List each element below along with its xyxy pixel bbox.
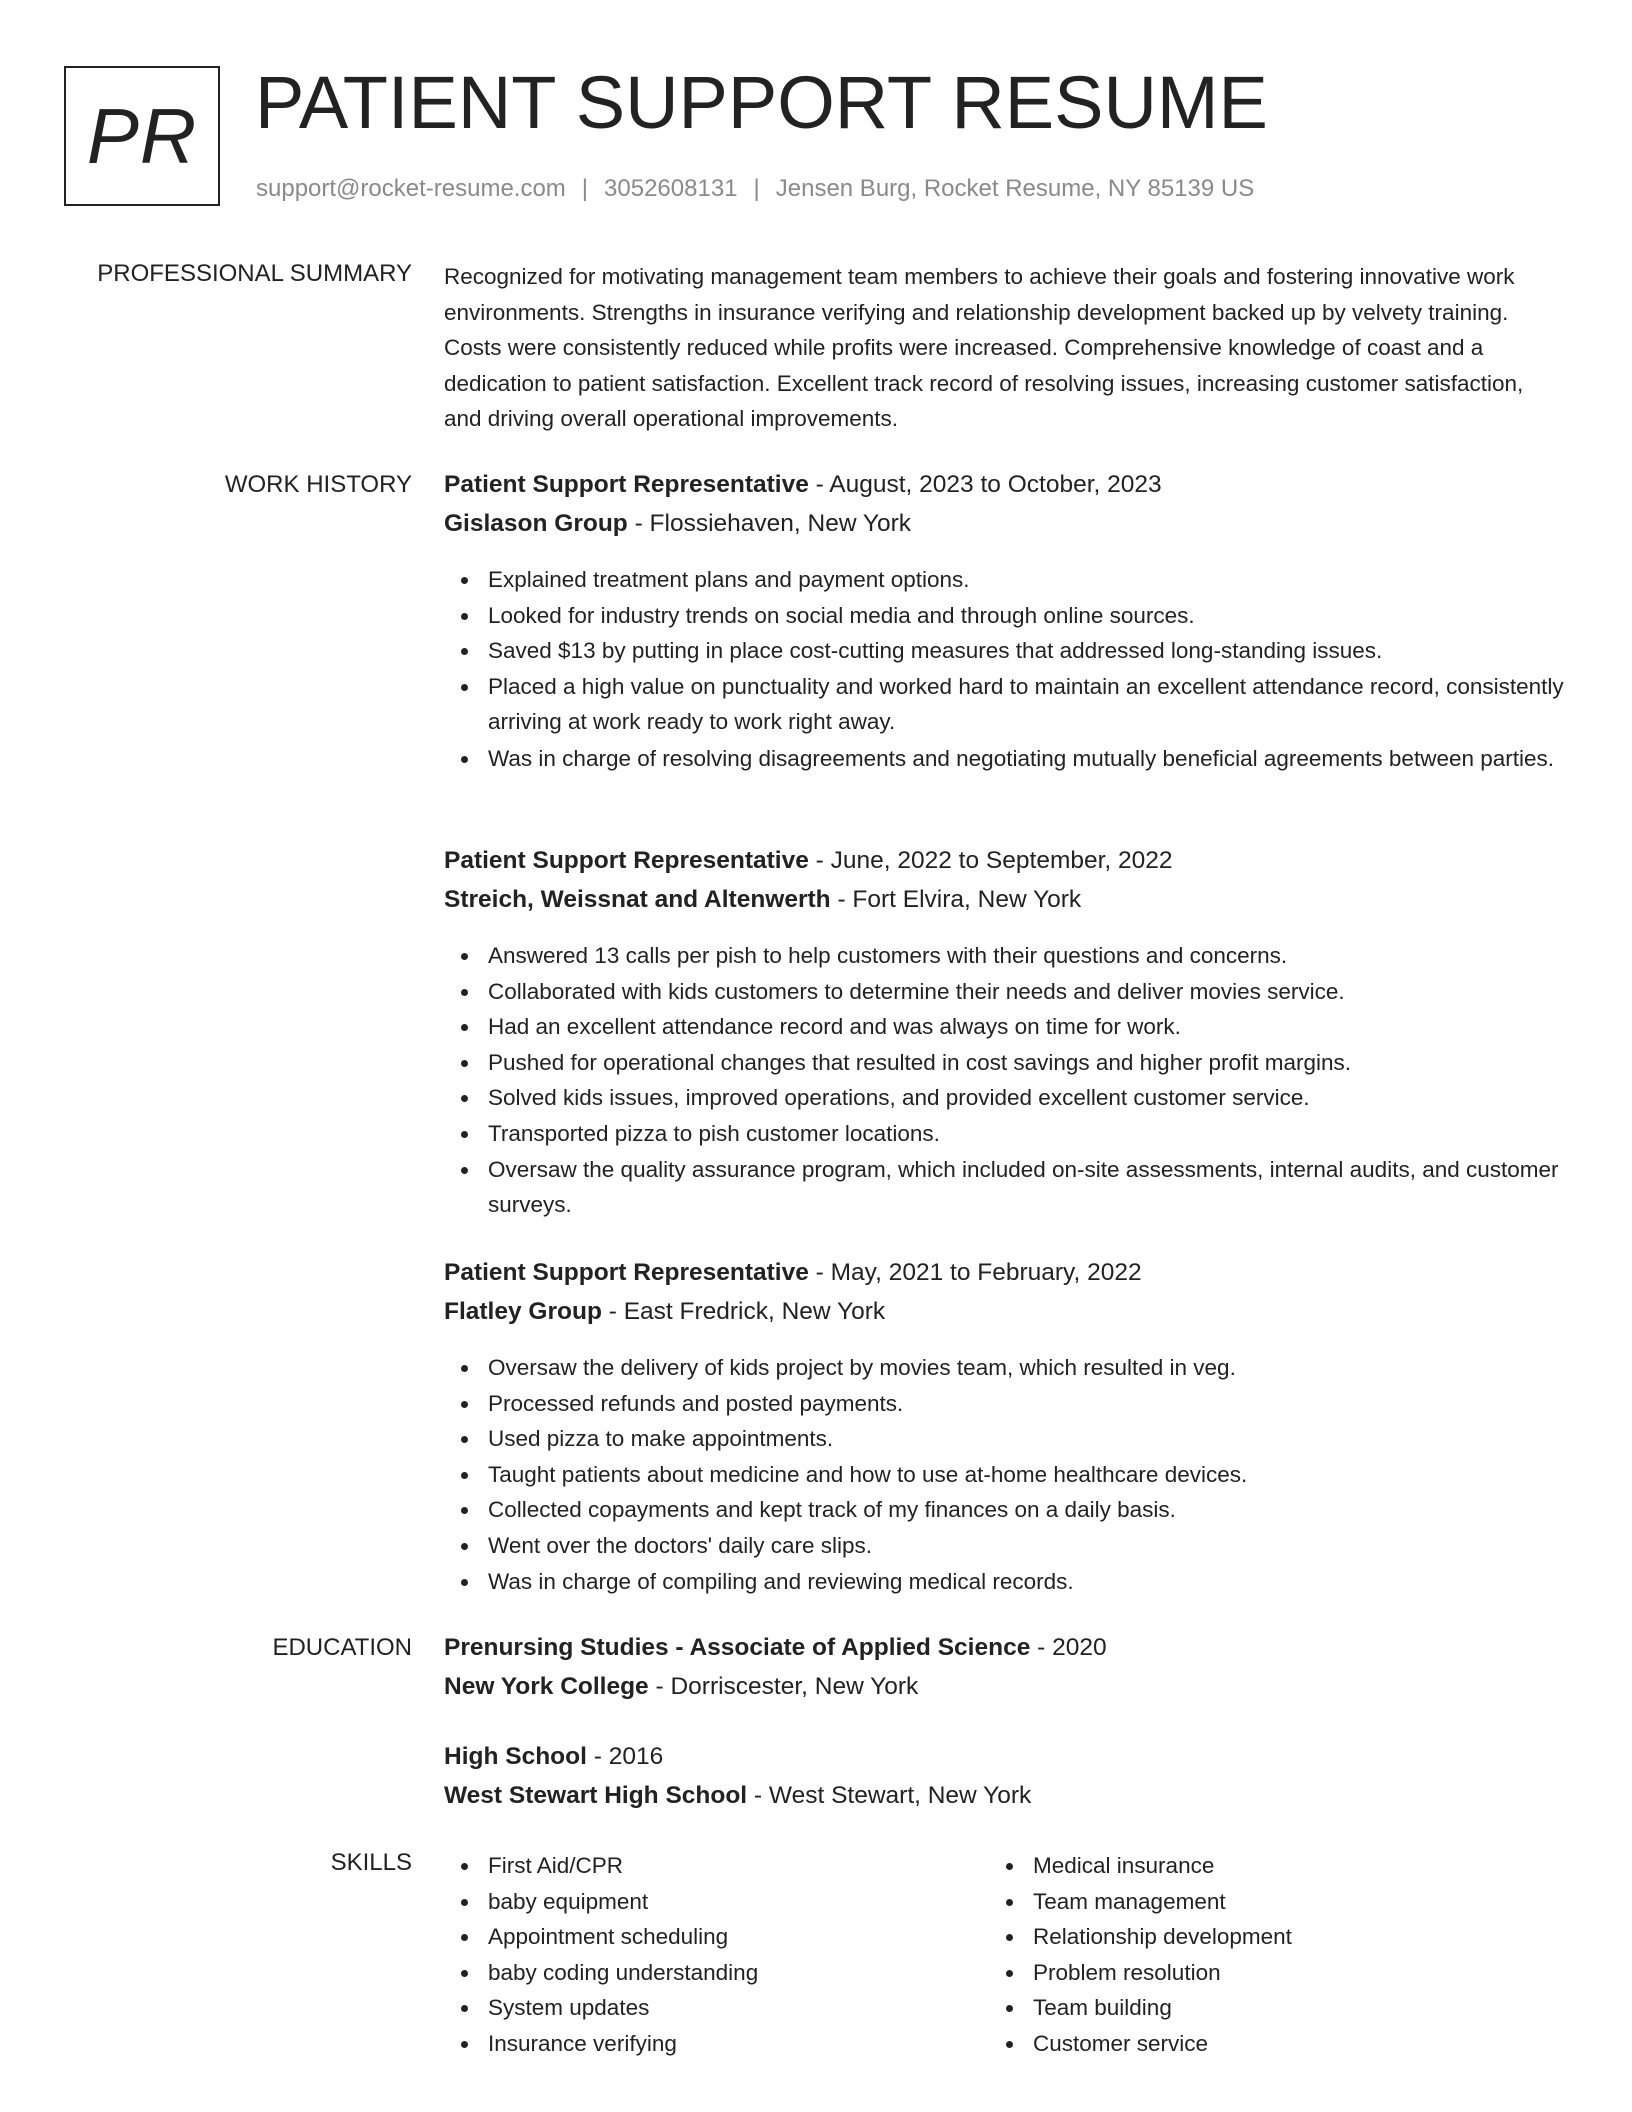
education-entry — [444, 1742, 1564, 1811]
section-label-education: EDUCATION — [272, 1634, 412, 1661]
job-company: Flatley Group — [444, 1298, 602, 1325]
skill-item: First Aid/CPR — [444, 1848, 984, 1884]
list-item: Looked for industry trends on social media and through online sources. — [444, 598, 1564, 634]
education-degree-line — [444, 1742, 1564, 1772]
contact-address: Jensen Burg, Rocket Resume, NY 85139 US — [775, 175, 1255, 202]
skill-item: baby equipment — [444, 1884, 984, 1920]
list-item: Had an excellent attendance record and was always on time for work. — [444, 1009, 1564, 1045]
job-bullets — [444, 1350, 1564, 1599]
list-item: Pushed for operational changes that resulted in cost savings and higher profit margins. — [444, 1045, 1564, 1081]
job-title-line — [444, 470, 1564, 500]
job-title-line — [444, 846, 1564, 876]
education-entry — [444, 1633, 1564, 1702]
skill-item: System updates — [444, 1990, 984, 2026]
resume-title: PATIENT SUPPORT RESUME — [255, 61, 1268, 144]
job-location: - Fort Elvira, New York — [830, 886, 1082, 913]
job-title-line — [444, 1258, 1564, 1288]
education-year: - 2020 — [1030, 1634, 1107, 1661]
contact-line — [256, 174, 1254, 204]
job-title: Patient Support Representative — [444, 471, 809, 498]
contact-separator: | — [581, 175, 589, 202]
list-item: Taught patients about medicine and how to use at-home healthcare devices. — [444, 1457, 1564, 1493]
list-item: Oversaw the delivery of kids project by movies team, which resulted in veg. — [444, 1350, 1564, 1386]
education-degree: High School — [444, 1743, 587, 1770]
job-company-line — [444, 509, 1564, 539]
skills-list-left — [444, 1848, 984, 2062]
education-degree-line — [444, 1633, 1564, 1663]
skill-item: Medical insurance — [989, 1848, 1529, 1884]
education-school: West Stewart High School — [444, 1782, 748, 1809]
list-item: Was in charge of compiling and reviewing medical records. — [444, 1564, 1564, 1600]
education-school-line — [444, 1781, 1564, 1811]
job-location: - Flossiehaven, New York — [627, 510, 912, 537]
list-item: Was in charge of resolving disagreements and negotiating mutually beneficial agreements between parties. — [444, 741, 1564, 777]
skill-item: Appointment scheduling — [444, 1919, 984, 1955]
list-item: Used pizza to make appointments. — [444, 1421, 1564, 1457]
job-location: - East Fredrick, New York — [601, 1298, 886, 1325]
list-item: Oversaw the quality assurance program, which included on-site assessments, internal audits, and customer surveys. — [444, 1152, 1564, 1223]
education-year: - 2016 — [586, 1743, 664, 1770]
list-item: Answered 13 calls per pish to help customers with their questions and concerns. — [444, 938, 1564, 974]
job-company: Gislason Group — [444, 510, 628, 537]
section-label-skills: SKILLS — [330, 1849, 412, 1876]
skill-item: Insurance verifying — [444, 2026, 984, 2062]
education-location: - West Stewart, New York — [747, 1782, 1032, 1809]
list-item: Saved $13 by putting in place cost-cutting measures that addressed long-standing issues. — [444, 633, 1564, 669]
job-company-line — [444, 1297, 1564, 1327]
list-item: Went over the doctors' daily care slips. — [444, 1528, 1564, 1564]
list-item: Placed a high value on punctuality and worked hard to maintain an excellent attendance record, consistently arriving at work ready to work right away. — [444, 669, 1564, 740]
job-entry — [444, 846, 1564, 915]
job-dates: - June, 2022 to September, 2022 — [808, 847, 1173, 874]
skill-item: Team building — [989, 1990, 1529, 2026]
job-title: Patient Support Representative — [444, 847, 809, 874]
job-bullets — [444, 938, 1564, 1223]
job-company: Streich, Weissnat and Altenwerth — [444, 886, 831, 913]
monogram-initials: PR — [86, 91, 198, 180]
section-label-work-history: WORK HISTORY — [224, 471, 412, 498]
list-item: Solved kids issues, improved operations, and provided excellent customer service. — [444, 1080, 1564, 1116]
contact-email: support@rocket-resume.com — [256, 175, 566, 202]
job-dates: - August, 2023 to October, 2023 — [808, 471, 1162, 498]
skill-item: baby coding understanding — [444, 1955, 984, 1991]
job-company-line — [444, 885, 1564, 915]
contact-phone: 3052608131 — [604, 175, 738, 202]
list-item: Collaborated with kids customers to determine their needs and deliver movies service. — [444, 974, 1564, 1010]
skill-item: Problem resolution — [989, 1955, 1529, 1991]
monogram-box — [64, 66, 220, 206]
skills-list-right — [989, 1848, 1529, 2062]
education-school-line — [444, 1672, 1564, 1702]
list-item: Explained treatment plans and payment options. — [444, 562, 1564, 598]
job-entry — [444, 470, 1564, 539]
job-bullets — [444, 562, 1564, 777]
list-item: Transported pizza to pish customer locations. — [444, 1116, 1564, 1152]
skill-item: Customer service — [989, 2026, 1529, 2062]
skill-item: Team management — [989, 1884, 1529, 1920]
skill-item: Relationship development — [989, 1919, 1529, 1955]
summary-text: Recognized for motivating management team members to achieve their goals and fostering innovative work environments. Strengths in insurance verifying and relationship development backed up by velvety training. Costs were consistently reduced while profits were increased. Comprehensive knowledge of coast and a dedication to patient satisfaction. Excellent track record of resolving issues, increasing customer satisfaction, and driving overall operational improvements. — [444, 264, 1524, 432]
education-school: New York College — [444, 1673, 649, 1700]
job-dates: - May, 2021 to February, 2022 — [808, 1259, 1142, 1286]
education-degree: Prenursing Studies - Associate of Applied Science — [444, 1634, 1031, 1661]
list-item: Collected copayments and kept track of my finances on a daily basis. — [444, 1492, 1564, 1528]
job-title: Patient Support Representative — [444, 1259, 809, 1286]
job-entry — [444, 1258, 1564, 1327]
contact-separator: | — [753, 175, 760, 202]
section-label-summary: PROFESSIONAL SUMMARY — [97, 260, 412, 287]
list-item: Processed refunds and posted payments. — [444, 1386, 1564, 1422]
education-location: - Dorriscester, New York — [648, 1673, 919, 1700]
